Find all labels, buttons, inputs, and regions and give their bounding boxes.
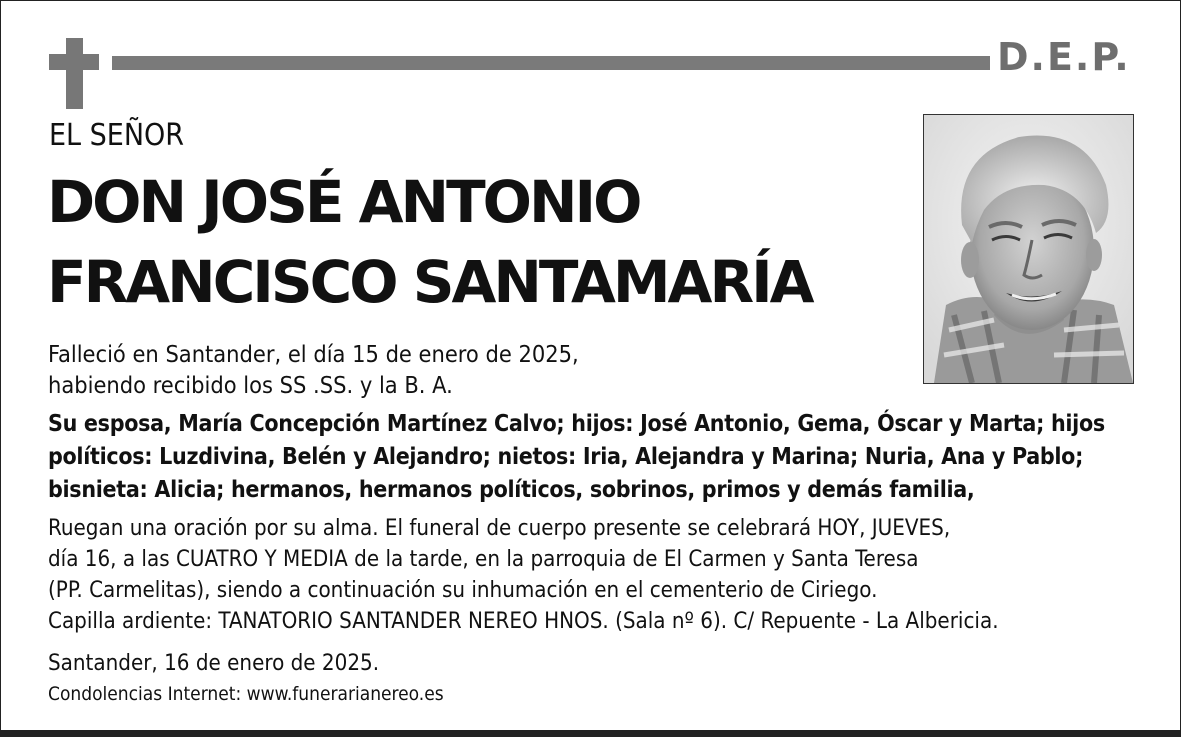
cross-icon <box>66 38 83 109</box>
family-line-2: políticos: Luzdivina, Belén y Alejandro; nietos: Iria, Alejandra y Marina; Nuria, Ana y Pablo; <box>48 444 1084 470</box>
prayer-line-1: Ruegan una oración por su alma. El funeral de cuerpo presente se celebrará HOY, JUEVES, <box>48 515 951 541</box>
honorific: EL SEÑOR <box>49 118 185 153</box>
family-line-1: Su esposa, María Concepción Martínez Calvo; hijos: José Antonio, Gema, Óscar y Marta; hijos <box>48 411 1105 437</box>
family-line-3: bisnieta: Alicia; hermanos, hermanos políticos, sobrinos, primos y demás familia, <box>48 477 975 503</box>
deceased-name-line-1: DON JOSÉ ANTONIO <box>47 168 640 236</box>
death-notice-line-2: habiendo recibido los SS .SS. y la B. A. <box>48 371 453 399</box>
death-notice-line-1: Falleció en Santander, el día 15 de enero de 2025, <box>48 340 579 368</box>
deceased-name-line-2: FRANCISCO SANTAMARÍA <box>47 248 812 316</box>
prayer-line-3: (PP. Carmelitas), siendo a continuación su inhumación en el cementerio de Ciriego. <box>48 577 878 603</box>
condolences-line: Condolencias Internet: www.funerarianereo.es <box>48 683 444 705</box>
place-date: Santander, 16 de enero de 2025. <box>48 650 380 676</box>
header-rule <box>112 56 990 70</box>
bottom-rule <box>1 730 1180 736</box>
deceased-photo <box>923 114 1134 384</box>
dep-label: D.E.P. <box>997 35 1131 79</box>
cross-icon-bar <box>49 54 99 70</box>
prayer-line-2: día 16, a las CUATRO Y MEDIA de la tarde, en la parroquia de El Carmen y Santa Teresa <box>48 546 919 572</box>
prayer-line-4: Capilla ardiente: TANATORIO SANTANDER NEREO HNOS. (Sala nº 6). C/ Repuente - La Albericia. <box>48 608 999 634</box>
